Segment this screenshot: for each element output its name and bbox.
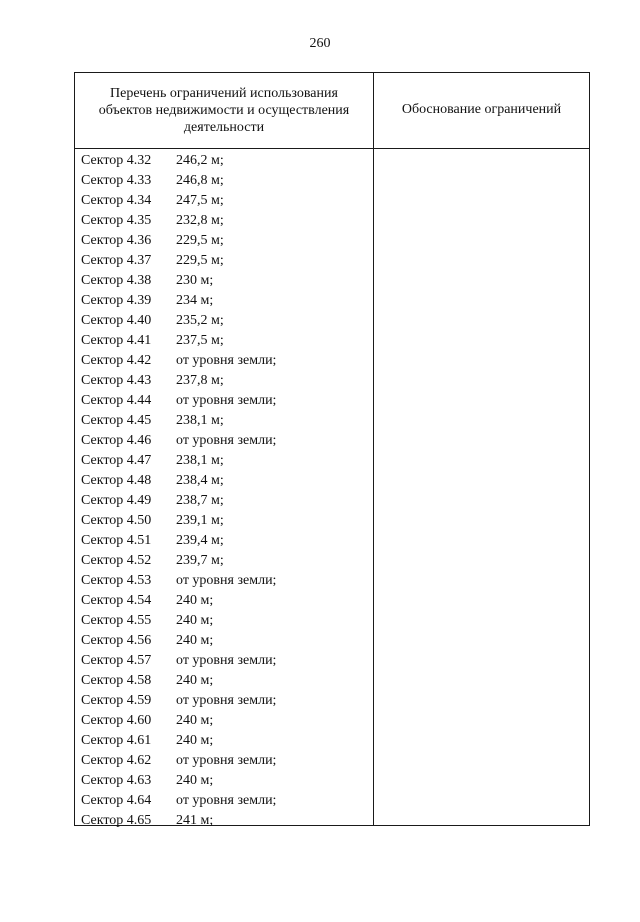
header-justification: Обоснование ограничений xyxy=(401,102,562,117)
sector-label: Сектор 4.40 xyxy=(81,313,152,328)
sector-value: 240 м; xyxy=(176,733,214,748)
table-row xyxy=(81,371,371,391)
sector-label: Сектор 4.33 xyxy=(81,173,152,188)
sector-value: 238,7 м; xyxy=(176,493,224,508)
sector-value: 240 м; xyxy=(176,713,214,728)
table-row xyxy=(81,471,371,491)
table-row xyxy=(81,631,371,651)
sector-label: Сектор 4.61 xyxy=(81,733,152,748)
table-row xyxy=(81,271,371,291)
table-row xyxy=(81,211,371,231)
sector-value: 238,1 м; xyxy=(176,453,224,468)
sector-value: 234 м; xyxy=(176,293,214,308)
sector-value: от уровня земли; xyxy=(176,693,277,708)
table-row xyxy=(81,291,371,311)
table-row xyxy=(81,451,371,471)
header-restrictions-list xyxy=(75,85,373,136)
sector-value: 230 м; xyxy=(176,273,214,288)
sector-label: Сектор 4.60 xyxy=(81,713,152,728)
sector-label: Сектор 4.38 xyxy=(81,273,152,288)
column-divider xyxy=(373,73,374,825)
table-row xyxy=(81,731,371,751)
header-line: Перечень ограничений использования xyxy=(110,86,338,101)
sector-value: 238,1 м; xyxy=(176,413,224,428)
sector-label: Сектор 4.52 xyxy=(81,553,152,568)
table-body xyxy=(81,151,371,831)
table-row xyxy=(81,811,371,831)
sector-label: Сектор 4.63 xyxy=(81,773,152,788)
page-number: 260 xyxy=(309,36,331,51)
sector-label: Сектор 4.34 xyxy=(81,193,152,208)
sector-value: от уровня земли; xyxy=(176,433,277,448)
header-line: деятельности xyxy=(183,120,265,135)
table-row xyxy=(81,571,371,591)
table-row xyxy=(81,331,371,351)
table-row xyxy=(81,351,371,371)
table-row xyxy=(81,151,371,171)
table-row xyxy=(81,191,371,211)
table-row xyxy=(81,671,371,691)
sector-value: 239,1 м; xyxy=(176,513,224,528)
sector-label: Сектор 4.42 xyxy=(81,353,152,368)
sector-label: Сектор 4.43 xyxy=(81,373,152,388)
table-row xyxy=(81,171,371,191)
sector-label: Сектор 4.36 xyxy=(81,233,152,248)
table-row xyxy=(81,591,371,611)
sector-label: Сектор 4.45 xyxy=(81,413,152,428)
table-row xyxy=(81,751,371,771)
sector-value: 232,8 м; xyxy=(176,213,224,228)
sector-value: 235,2 м; xyxy=(176,313,224,328)
sector-value: 237,5 м; xyxy=(176,333,224,348)
sector-label: Сектор 4.56 xyxy=(81,633,152,648)
table-row xyxy=(81,391,371,411)
table-row xyxy=(81,651,371,671)
sector-value: 241 м; xyxy=(176,813,214,828)
sector-value: от уровня земли; xyxy=(176,353,277,368)
sector-label: Сектор 4.37 xyxy=(81,253,152,268)
table-row xyxy=(81,411,371,431)
sector-value: 229,5 м; xyxy=(176,233,224,248)
sector-value: 246,2 м; xyxy=(176,153,224,168)
table-row xyxy=(81,771,371,791)
restrictions-table xyxy=(74,72,590,826)
sector-label: Сектор 4.59 xyxy=(81,693,152,708)
table-row xyxy=(81,531,371,551)
table-row xyxy=(81,711,371,731)
sector-label: Сектор 4.44 xyxy=(81,393,152,408)
sector-label: Сектор 4.51 xyxy=(81,533,152,548)
sector-label: Сектор 4.50 xyxy=(81,513,152,528)
sector-value: 247,5 м; xyxy=(176,193,224,208)
sector-label: Сектор 4.53 xyxy=(81,573,152,588)
table-row xyxy=(81,251,371,271)
sector-label: Сектор 4.55 xyxy=(81,613,152,628)
sector-value: 240 м; xyxy=(176,633,214,648)
sector-label: Сектор 4.35 xyxy=(81,213,152,228)
sector-label: Сектор 4.62 xyxy=(81,753,152,768)
header-line: объектов недвижимости и осуществления xyxy=(98,103,350,118)
sector-label: Сектор 4.64 xyxy=(81,793,152,808)
table-row xyxy=(81,491,371,511)
sector-value: 237,8 м; xyxy=(176,373,224,388)
sector-label: Сектор 4.54 xyxy=(81,593,152,608)
table-row xyxy=(81,311,371,331)
sector-label: Сектор 4.46 xyxy=(81,433,152,448)
sector-value: от уровня земли; xyxy=(176,753,277,768)
sector-label: Сектор 4.41 xyxy=(81,333,152,348)
sector-label: Сектор 4.65 xyxy=(81,813,152,828)
sector-label: Сектор 4.48 xyxy=(81,473,152,488)
sector-value: 240 м; xyxy=(176,773,214,788)
table-row xyxy=(81,551,371,571)
sector-value: 246,8 м; xyxy=(176,173,224,188)
sector-label: Сектор 4.58 xyxy=(81,673,152,688)
table-row xyxy=(81,691,371,711)
header-divider xyxy=(75,148,589,149)
sector-value: 229,5 м; xyxy=(176,253,224,268)
sector-label: Сектор 4.49 xyxy=(81,493,152,508)
table-row xyxy=(81,611,371,631)
sector-value: от уровня земли; xyxy=(176,393,277,408)
sector-value: 240 м; xyxy=(176,593,214,608)
sector-value: 238,4 м; xyxy=(176,473,224,488)
sector-label: Сектор 4.57 xyxy=(81,653,152,668)
sector-value: от уровня земли; xyxy=(176,793,277,808)
table-row xyxy=(81,231,371,251)
sector-value: 239,7 м; xyxy=(176,553,224,568)
table-row xyxy=(81,791,371,811)
sector-value: 240 м; xyxy=(176,673,214,688)
table-row xyxy=(81,431,371,451)
sector-value: от уровня земли; xyxy=(176,653,277,668)
sector-value: 239,4 м; xyxy=(176,533,224,548)
sector-label: Сектор 4.32 xyxy=(81,153,152,168)
sector-label: Сектор 4.39 xyxy=(81,293,152,308)
sector-value: от уровня земли; xyxy=(176,573,277,588)
sector-label: Сектор 4.47 xyxy=(81,453,152,468)
sector-value: 240 м; xyxy=(176,613,214,628)
table-row xyxy=(81,511,371,531)
